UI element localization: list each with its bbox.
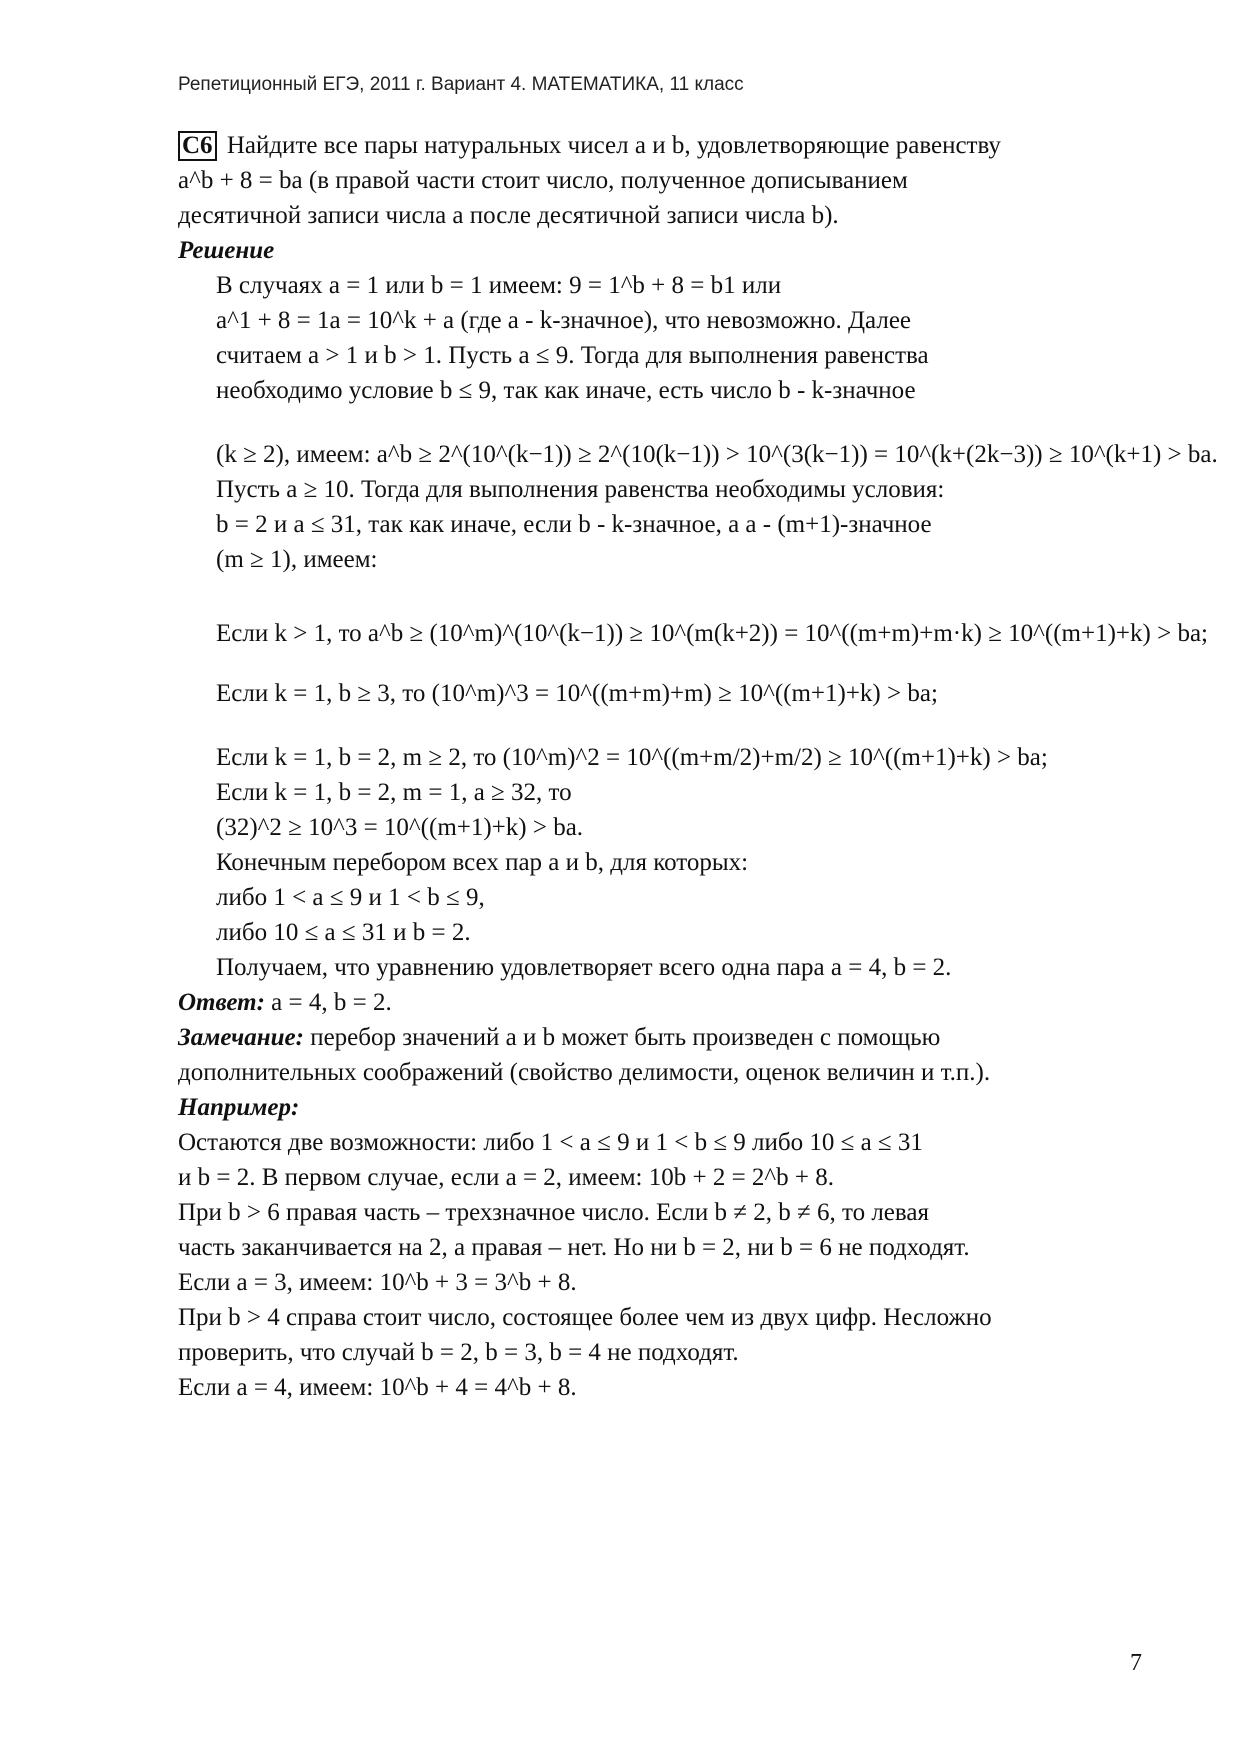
solution-line-2: a^1 + 8 = 1a = 10^k + a (где a - k-значное), что невозможно. Далее	[216, 307, 912, 334]
remark-line-2: дополнительных соображений (свойство делимости, оценок величин и т.п.).	[178, 1059, 991, 1086]
example-line-4: часть заканчивается на 2, а правая – нет. Но ни b = 2, ни b = 6 не подходят.	[178, 1234, 970, 1261]
page-number: 7	[1130, 1650, 1142, 1676]
example-line-5: Если a = 3, имеем: 10^b + 3 = 3^b + 8.	[178, 1269, 577, 1296]
problem-label: С6	[178, 131, 217, 161]
case-line-5: (32)^2 ≥ 10^3 = 10^((m+1)+k) > ba.	[216, 814, 584, 841]
conclusion-line: Получаем, что уравнению удовлетворяет всего одна пара a = 4, b = 2.	[216, 954, 952, 981]
answer-text: a = 4, b = 2.	[271, 989, 392, 1016]
case-line-1: Если k > 1, то a^b ≥ (10^m)^(10^(k−1)) ≥ 10^(m(k+2)) = 10^((m+m)+m·k) ≥ 10^((m+1)+k) > ba;	[216, 620, 1208, 647]
problem-line-3: десятичной записи числа a после десятичной записи числа b).	[178, 202, 839, 229]
enumeration-line-1: Конечным перебором всех пар a и b, для которых:	[216, 849, 749, 876]
answer-label: Ответ:	[178, 989, 265, 1016]
problem-line-1	[178, 128, 1150, 163]
solution-line-3: считаем a > 1 и b > 1. Пусть a ≤ 9. Тогда для выполнения равенства	[216, 342, 929, 369]
example-line-6: При b > 4 справа стоит число, состоящее более чем из двух цифр. Несложно	[178, 1304, 992, 1331]
solution-line-6: Пусть a ≥ 10. Тогда для выполнения равенства необходимы условия:	[216, 476, 945, 503]
page-content	[178, 128, 1218, 1405]
spacer	[178, 577, 1150, 591]
solution-line-5: (k ≥ 2), имеем: a^b ≥ 2^(10^(k−1)) ≥ 2^(10(k−1)) > 10^(3(k−1)) = 10^(k+(2k−3)) ≥ 10^(k+1) > ba.	[216, 441, 1218, 468]
solution-line-7: b = 2 и a ≤ 31, так как иначе, если b - k-значное, а a - (m+1)-значное	[216, 511, 932, 538]
example-line-1: Остаются две возможности: либо 1 < a ≤ 9 и 1 < b ≤ 9 либо 10 ≤ a ≤ 31	[178, 1129, 923, 1156]
enumeration-line-2: либо 1 < a ≤ 9 и 1 < b ≤ 9,	[216, 884, 485, 911]
page-header: Репетиционный ЕГЭ, 2011 г. Вариант 4. МАТЕМАТИКА, 11 класс	[178, 74, 744, 95]
answer-line	[178, 985, 1150, 1020]
remark-text-1: перебор значений a и b может быть произведен с помощью	[310, 1024, 941, 1051]
solution-line-4: необходимо условие b ≤ 9, так как иначе, есть число b - k-значное	[216, 377, 916, 404]
problem-line-2: a^b + 8 = ba (в правой части стоит число, полученное дописыванием	[178, 167, 908, 194]
example-line-2: и b = 2. В первом случае, если a = 2, имеем: 10b + 2 = 2^b + 8.	[178, 1164, 834, 1191]
enumeration-line-3: либо 10 ≤ a ≤ 31 и b = 2.	[216, 919, 471, 946]
solution-heading: Решение	[178, 237, 275, 264]
example-line-3: При b > 6 правая часть – трехзначное число. Если b ≠ 2, b ≠ 6, то левая	[178, 1199, 929, 1226]
solution-line-8: (m ≥ 1), имеем:	[216, 546, 378, 573]
case-line-4: Если k = 1, b = 2, m = 1, a ≥ 32, то	[216, 779, 572, 806]
case-line-2: Если k = 1, b ≥ 3, то (10^m)^3 = 10^((m+m)+m) ≥ 10^((m+1)+k) > ba;	[216, 680, 938, 707]
solution-line-1: В случаях a = 1 или b = 1 имеем: 9 = 1^b + 8 = b1 или	[216, 272, 782, 299]
example-line-8: Если a = 4, имеем: 10^b + 4 = 4^b + 8.	[178, 1374, 577, 1401]
example-heading: Например:	[178, 1094, 300, 1121]
example-line-7: проверить, что случай b = 2, b = 3, b = 4 не подходят.	[178, 1339, 739, 1366]
remark-label: Замечание:	[178, 1024, 304, 1051]
problem-text-1: Найдите все пары натуральных чисел a и b, удовлетворяющие равенству	[226, 132, 1001, 159]
case-line-3: Если k = 1, b = 2, m ≥ 2, то (10^m)^2 = 10^((m+m/2)+m/2) ≥ 10^((m+1)+k) > ba;	[216, 744, 1048, 771]
remark-line-1	[178, 1020, 1150, 1055]
